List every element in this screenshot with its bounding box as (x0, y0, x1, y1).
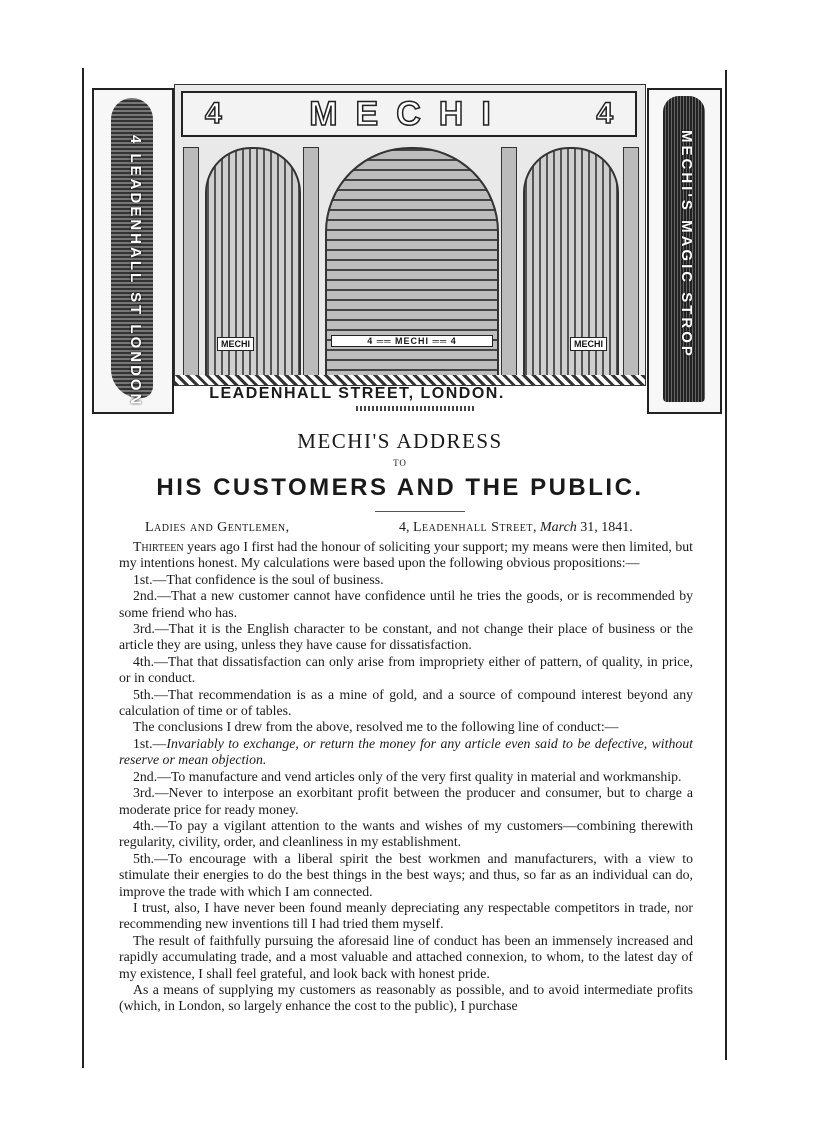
pavement (175, 375, 645, 385)
paragraph: The conclusions I drew from the above, resolved me to the following line of conduct:— (133, 719, 619, 735)
paragraph (119, 539, 693, 572)
paragraph: The result of faithfully pursuing the aforesaid line of conduct has been an immensely increased and rapidly accumulating trade, and a most valuable and attached connexion, to whom, to the latest day of my existence, I shall feel grateful, and look back with honest pride. (119, 932, 693, 981)
address-subtitle: HIS CUSTOMERS AND THE PUBLIC. (156, 474, 644, 501)
pillar (303, 147, 319, 381)
title-rule (375, 511, 465, 512)
paragraph-lead: 1st.— (133, 735, 167, 751)
shop-window-left (205, 147, 301, 383)
paragraph (119, 736, 693, 769)
razor-panel (92, 88, 174, 414)
paragraph: I trust, also, I have never been found meanly depreciating any respectable competitors in trade, nor recommending new inventions till I had tried them myself. (119, 899, 693, 932)
letter-body (119, 539, 693, 1015)
window-label-left: MECHI (217, 337, 254, 351)
paragraph: 3rd.—That it is the English character to be constant, and not change their place of business or the article they are using, unless they have cause for dissatisfaction. (119, 621, 693, 653)
street-caption: LEADENHALL STREET, LONDON. (209, 385, 505, 402)
strop-text: MECHI'S MAGIC STROP (678, 130, 695, 359)
dateline-number: 4, (399, 520, 413, 535)
paragraph: 5th.—To encourage with a liberal spirit the best workmen and manufacturers, with a view to stimulate their energies to do the best things in the best ways; and thus, so far as an individual can do, improve the trade with which I am connected. (119, 850, 693, 899)
paragraph: 1st.—That confidence is the soul of business. (133, 571, 384, 587)
pillar (183, 147, 199, 381)
page-left-rule (82, 68, 84, 1068)
paragraph: 5th.—That recommendation is as a mine of gold, and a source of compound interest beyond any calculation of time or of tables. (119, 686, 693, 719)
paragraph: 2nd.—That a new customer cannot have confidence until he tries the goods, or is recommended by some friend who has. (119, 588, 693, 620)
dateline-day-year: 31, 1841. (576, 520, 633, 535)
shop-sign (181, 91, 637, 137)
razor-handle-text: 4 LEADENHALL ST LONDON (127, 135, 144, 408)
shopfront-engraving (92, 82, 718, 414)
centre-plaque: 4 ══ MECHI ══ 4 (331, 335, 493, 347)
strop-panel (647, 88, 722, 414)
paragraph: 4th.—To pay a vigilant attention to the wants and wishes of my customers—combining therewith regularity, civility, order, and cleanliness in my establishment. (119, 817, 693, 850)
ornamental-rule (356, 406, 476, 411)
shopfront (174, 84, 646, 386)
pillar (501, 147, 517, 381)
dateline-month: March (539, 520, 577, 535)
pillar (623, 147, 639, 381)
shop-window-right (523, 147, 619, 383)
paragraph-italic: Invariably to exchange, or return the money for any article even said to be defective, without reserve or mean objection. (119, 735, 693, 768)
paragraph-lead: Thirteen (133, 539, 184, 554)
address-title: MECHI'S ADDRESS (297, 429, 503, 453)
paragraph: 2nd.—To manufacture and vend articles only of the very first quality in material and workmanship. (133, 768, 682, 784)
sign-number-left: 4 (205, 97, 222, 130)
sign-name: MECHI (309, 94, 509, 133)
window-label-right: MECHI (570, 337, 607, 351)
dateline-street: Leadenhall Street (413, 520, 533, 535)
page-right-rule (725, 70, 727, 1060)
paragraph-text: years ago I first had the honour of soliciting your support; my means were then limited, but my intentions honest. My calculations were based upon the following obvious propositions:— (119, 539, 693, 571)
paragraph: 3rd.—Never to interpose an exorbitant profit between the producer and consumer, but to charge a moderate price for ready money. (119, 785, 693, 817)
dateline (399, 520, 633, 536)
paragraph: As a means of supplying my customers as reasonably as possible, and to avoid intermediate profits (which, in London, so largely enhance the cost to the public), I purchase (119, 981, 693, 1014)
dateline-sep: , (532, 520, 540, 535)
paragraph: 4th.—That that dissatisfaction can only arise from impropriety either of pattern, of quality, in price, or in conduct. (119, 653, 693, 686)
shop-window-centre (325, 147, 499, 383)
salutation: Ladies and Gentlemen, (145, 520, 290, 535)
address-to: TO (393, 458, 407, 468)
sign-number-right: 4 (596, 97, 613, 130)
